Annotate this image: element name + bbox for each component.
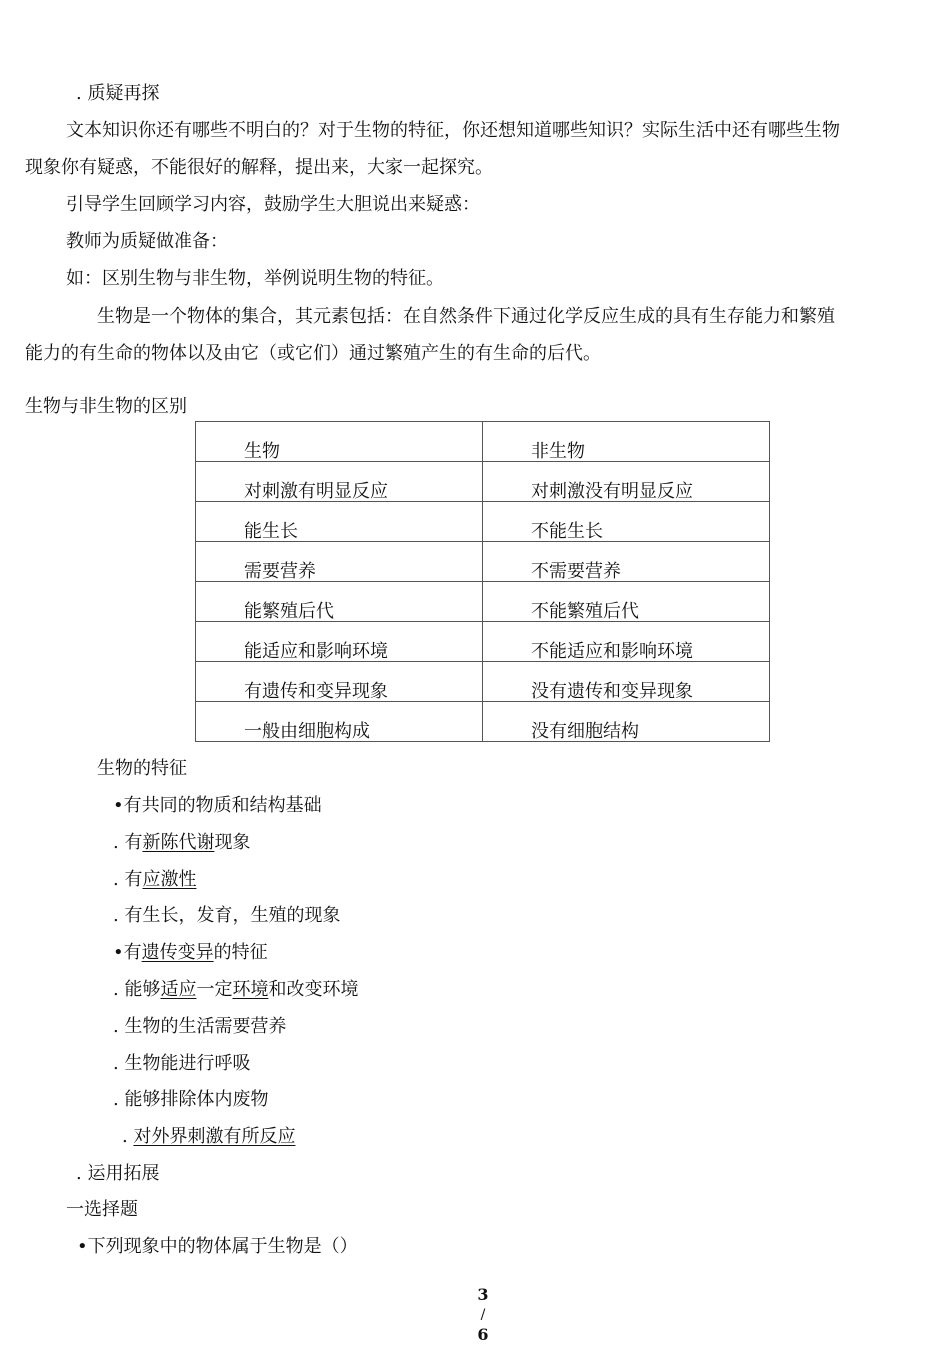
- table-header-cell: 非生物: [483, 422, 770, 462]
- page-current: 3: [477, 1285, 489, 1304]
- table-cell: 对刺激没有明显反应: [483, 462, 770, 502]
- table-cell: 没有细胞结构: [483, 702, 770, 742]
- table-cell: 一般由细胞构成: [196, 702, 483, 742]
- table-cell: 能繁殖后代: [196, 582, 483, 622]
- question-1: •下列现象中的物体属于生物是（）: [77, 1236, 358, 1257]
- paragraph-1-line-2: 现象你有疑惑，不能很好的解释，提出来，大家一起探究。: [25, 157, 493, 178]
- feature-item: . 能够适应一定环境和改变环境: [113, 979, 359, 1000]
- table-cell: 没有遗传和变异现象: [483, 662, 770, 702]
- table-row: [196, 462, 770, 502]
- table-cell: 不能适应和影响环境: [483, 622, 770, 662]
- paragraph-5-line-2: 能力的有生命的物体以及由它（或它们）通过繁殖产生的有生命的后代。: [25, 343, 601, 364]
- feature-item: . 有生长，发育，生殖的现象: [113, 905, 341, 926]
- table-cell: 能适应和影响环境: [196, 622, 483, 662]
- table-row: [196, 622, 770, 662]
- page-number: [471, 1284, 495, 1346]
- table-row: [196, 502, 770, 542]
- feature-item: . 生物能进行呼吸: [113, 1053, 251, 1074]
- paragraph-3: 教师为质疑做准备：: [66, 231, 228, 252]
- feature-item: . 有应激性: [113, 869, 197, 890]
- table-row: [196, 662, 770, 702]
- paragraph-5-line-1: 生物是一个物体的集合，其元素包括：在自然条件下通过化学反应生成的具有生存能力和繁殖: [97, 306, 835, 327]
- feature-item: •有遗传变异的特征: [113, 942, 268, 963]
- feature-item: . 能够排除体内废物: [113, 1089, 269, 1110]
- table-row: [196, 702, 770, 742]
- page-separator: /: [480, 1307, 486, 1323]
- table-cell: 不需要营养: [483, 542, 770, 582]
- feature-item: •有共同的物质和结构基础: [113, 795, 322, 816]
- feature-item: . 对外界刺激有所反应: [122, 1126, 296, 1147]
- table-row: [196, 542, 770, 582]
- paragraph-2: 引导学生回顾学习内容，鼓励学生大胆说出来疑惑：: [66, 194, 480, 215]
- features-title: 生物的特征: [97, 758, 187, 779]
- section-apply-heading: . 运用拓展: [76, 1163, 160, 1184]
- section-question-heading: . 质疑再探: [76, 83, 160, 104]
- table-header-row: [196, 422, 770, 462]
- table-cell: 对刺激有明显反应: [196, 462, 483, 502]
- choice-section-title: 一选择题: [66, 1199, 138, 1220]
- paragraph-1-line-1: 文本知识你还有哪些不明白的？对于生物的特征，你还想知道哪些知识？实际生活中还有哪些生物: [66, 120, 840, 141]
- table-cell: 有遗传和变异现象: [196, 662, 483, 702]
- table-cell: 不能生长: [483, 502, 770, 542]
- table-title: 生物与非生物的区别: [25, 396, 187, 417]
- table-row: [196, 582, 770, 622]
- comparison-table: [195, 421, 770, 742]
- table-cell: 能生长: [196, 502, 483, 542]
- table-cell: 需要营养: [196, 542, 483, 582]
- table-cell: 不能繁殖后代: [483, 582, 770, 622]
- table-header-cell: 生物: [196, 422, 483, 462]
- paragraph-4: 如：区别生物与非生物，举例说明生物的特征。: [66, 268, 444, 289]
- feature-item: . 有新陈代谢现象: [113, 832, 251, 853]
- page-total: 6: [477, 1325, 489, 1344]
- feature-item: . 生物的生活需要营养: [113, 1016, 287, 1037]
